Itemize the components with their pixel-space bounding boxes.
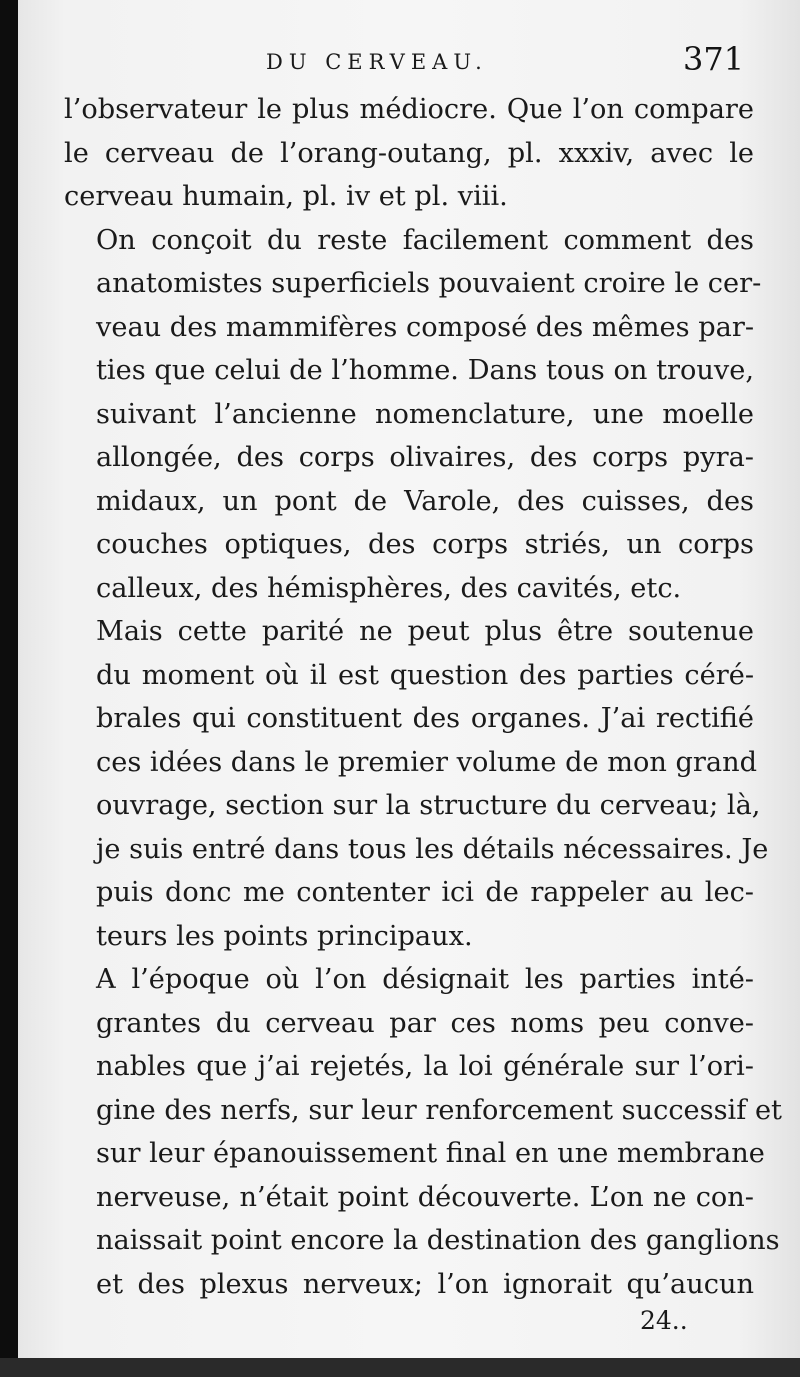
text-line: nables que j’ai rejetés, la loi générale sur l’ori-	[96, 1051, 754, 1082]
text-line: naissait point encore la destination des ganglions	[96, 1225, 780, 1256]
text-line: veau des mammifères composé des mêmes par-	[96, 311, 755, 343]
text-line: cerveau humain, pl. iv et pl. viii.	[64, 181, 508, 212]
text-line: suivant l’ancienne nomenclature, une moelle	[96, 398, 754, 430]
text-line: ties que celui de l’homme. Dans tous on trouve,	[96, 355, 754, 386]
paragraph-4	[64, 958, 782, 1306]
body-text	[64, 88, 782, 1306]
text-line: nerveuse, n’était point découverte. L’on ne con-	[96, 1181, 754, 1213]
text-line: sur leur épanouissement final en une membrane	[96, 1138, 765, 1169]
book-page	[18, 0, 800, 1358]
text-line: et des plexus nerveux; l’on ignorait qu’aucun	[96, 1268, 754, 1300]
text-line: ouvrage, section sur la structure du cerveau; là,	[96, 790, 761, 821]
text-line: le cerveau de l’orang-outang, pl. xxxiv, avec le	[64, 137, 754, 169]
text-line: puis donc me contenter ici de rappeler au lec-	[96, 877, 754, 908]
book-gutter-shadow	[0, 0, 18, 1377]
text-line: Mais cette parité ne peut plus être soutenue	[96, 616, 754, 647]
text-line: A l’époque où l’on désignait les parties inté-	[96, 964, 754, 995]
text-line: midaux, un pont de Varole, des cuisses, des	[96, 485, 754, 517]
running-head: DU CERVEAU.	[266, 50, 488, 74]
text-line: je suis entré dans tous les détails nécessaires. Je	[96, 833, 769, 865]
text-line: calleux, des hémisphères, des cavités, etc.	[96, 572, 682, 604]
text-line: brales qui constituent des organes. J’ai rectifié	[96, 703, 754, 734]
page-number: 371	[683, 40, 745, 78]
text-line: allongée, des corps olivaires, des corps pyra-	[96, 442, 754, 473]
text-line: anatomistes superficiels pouvaient croire le cer-	[96, 268, 762, 299]
page-bottom-shadow	[0, 1358, 800, 1377]
text-line: du moment où il est question des parties céré-	[96, 659, 754, 691]
text-line: teurs les points principaux.	[96, 920, 473, 952]
text-line: l’observateur le plus médiocre. Que l’on compare	[64, 94, 754, 125]
text-line: On conçoit du reste facilement comment des	[96, 224, 754, 256]
text-line: couches optiques, des corps striés, un corps	[96, 529, 754, 560]
page-header	[18, 38, 800, 84]
text-line: grantes du cerveau par ces noms peu conve-	[96, 1007, 754, 1039]
signature-mark: 24..	[640, 1306, 688, 1335]
paragraph-1	[64, 88, 754, 219]
text-line: ces idées dans le premier volume de mon grand	[96, 746, 758, 778]
paragraph-2	[64, 219, 762, 611]
text-line: gine des nerfs, sur leur renforcement successif et	[96, 1094, 782, 1126]
paragraph-3	[64, 610, 769, 958]
